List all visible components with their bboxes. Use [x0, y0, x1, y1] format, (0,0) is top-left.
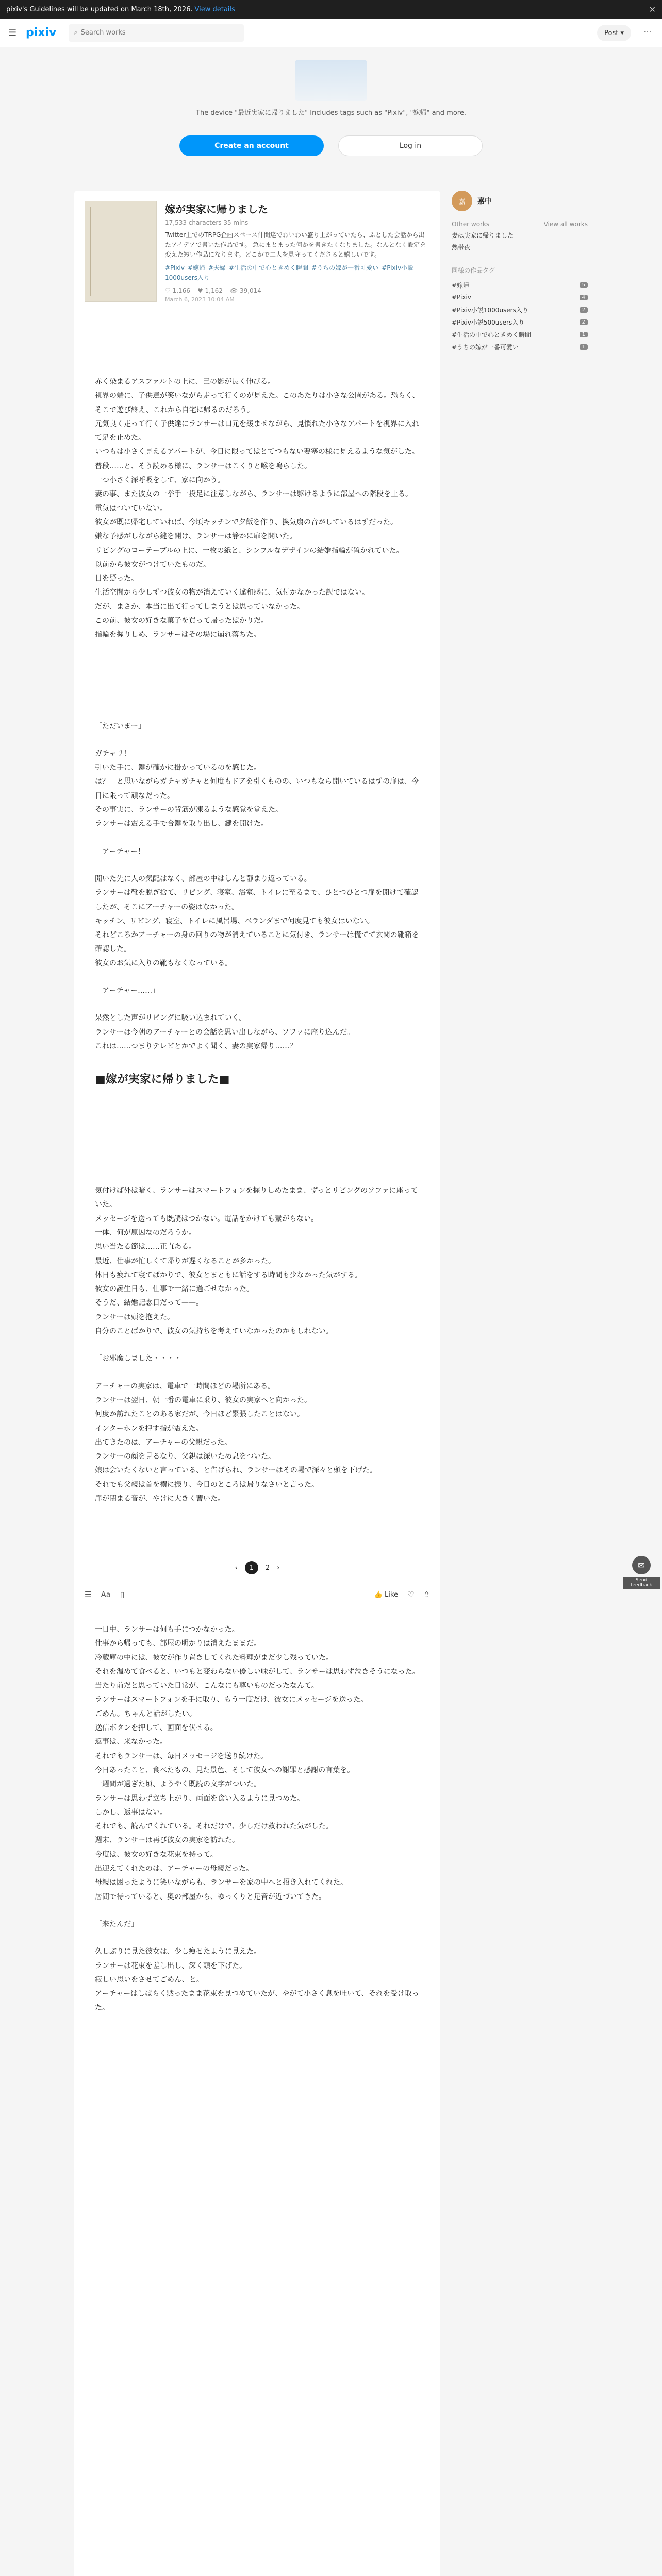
other-work-link[interactable]: 熱帯夜	[452, 244, 471, 251]
paragraph: 一日中、ランサーは何も手につかなかった。	[95, 1625, 239, 1634]
work-tags	[165, 263, 430, 283]
paragraph: アーチャーの実家は、電車で一時間ほどの場所にある。	[95, 1382, 275, 1391]
paragraph: ランサーは靴を脱ぎ捨て、リビング、寝室、浴室、トイレに至るまで、ひとつひとつ扉を開けて確認したが、そこにアーチャーの姿はなかった。	[95, 889, 419, 911]
paragraph: 冷蔵庫の中には、彼女が作り置きしてくれた料理がまだ少し残っていた。	[95, 1653, 333, 1662]
tag-name[interactable]: #うちの嫁が一番可愛い	[452, 343, 519, 351]
paragraph: 彼女のお気に入りの靴もなくなっている。	[95, 959, 232, 968]
paragraph: ランサーは思わず立ち上がり、画面を食い入るように見つめた。	[95, 1794, 304, 1803]
tag-list	[452, 279, 588, 353]
other-works-label: Other works	[452, 221, 490, 228]
bookmark-icon[interactable]: ▯	[120, 1590, 125, 1599]
paragraph: 寂しい思いをさせてごめん、と。	[95, 1975, 204, 1984]
pixiv-logo[interactable]: pixiv	[26, 26, 57, 39]
tag-link[interactable]: #夫婦	[208, 264, 226, 272]
tag-name[interactable]: #Pixiv小説1000users入り	[452, 306, 528, 314]
work-date: March 6, 2023 10:04 AM	[165, 296, 235, 303]
paragraph: インターホンを押す指が震えた。	[95, 1424, 203, 1433]
paragraph: それでもランサーは、毎日メッセージを送り続けた。	[95, 1752, 268, 1760]
paragraph: しかし、返事はない。	[95, 1808, 167, 1817]
current-page[interactable]: 1	[245, 1561, 258, 1574]
pagination	[74, 1561, 440, 1574]
dialogue-line: 「アーチャー！」	[95, 847, 153, 856]
close-icon[interactable]: ✕	[649, 4, 656, 14]
author-block[interactable]	[452, 191, 588, 211]
paragraph: 目を疑った。	[95, 574, 138, 583]
other-works-list	[452, 231, 588, 251]
tag-row[interactable]	[452, 328, 588, 341]
paragraph: 引いた手に、鍵が確かに掛かっているのを感じた。	[95, 764, 261, 772]
notice-text: pixiv's Guidelines will be updated on March 18th, 2026. View details	[6, 5, 235, 13]
paragraph: 仕事から帰っても、部屋の明かりは消えたままだ。	[95, 1639, 261, 1648]
paragraph: 今度は、彼女の好きな花束を持って。	[95, 1850, 218, 1859]
share-icon[interactable]: ⇪	[423, 1590, 430, 1599]
paragraph: 母親は困ったように笑いながらも、ランサーを家の中へと招き入れてくれた。	[95, 1878, 347, 1887]
login-button[interactable]: Log in	[338, 135, 483, 156]
work-description: Twitter上でのTRPG企画スペース仲間達でわいわい盛り上がっていたら、ふとした会話から出たアイデアで書いた作品です。 急にまとまった何かを書きたくなりました。なんとなく設定を変えた短い作品になります。どこかで二人を見守ってくださると嬉しいです。	[165, 231, 426, 259]
tag-count: 4	[580, 295, 588, 300]
post-button[interactable]: Post ▾	[597, 25, 631, 41]
tag-link[interactable]: #生活の中で心ときめく瞬間	[229, 264, 309, 272]
paragraph: 当たり前だと思っていた日常が、こんなにも尊いものだったなんて。	[95, 1682, 319, 1690]
menu-icon[interactable]: ☰	[8, 27, 17, 38]
paragraph: それでも、読んでくれている。それだけで、少しだけ救われた気がした。	[95, 1822, 333, 1831]
paragraph: 出迎えてくれたのは、アーチャーの母親だった。	[95, 1865, 254, 1873]
novel-body-continued	[74, 1623, 440, 2015]
spacer	[95, 832, 420, 845]
paragraph: 彼女の誕生日も、仕事で一緒に過ごせなかった。	[95, 1285, 254, 1294]
like-button[interactable]: 👍 Like	[374, 1590, 398, 1599]
tag-link[interactable]: #Pixiv小説1000users入り	[165, 264, 414, 281]
tag-count: 2	[580, 307, 588, 313]
prev-page-button[interactable]: ‹	[235, 1564, 238, 1572]
notice-link[interactable]: View details	[194, 5, 235, 13]
paragraph: これは……つまりテレビとかでよく聞く、妻の実家帰り……？	[95, 1042, 297, 1050]
paragraph: 視界の端に、子供達が笑いながら走って行くのが見えた。このあたりは小さな公園がある。恐らく、そこで遊び終え、これから自宅に帰るのだろう。	[95, 392, 420, 414]
tag-link[interactable]: #嫁帰	[187, 264, 205, 272]
spacer	[95, 998, 420, 1011]
text-block-2	[95, 747, 420, 832]
novel-main	[74, 191, 440, 2576]
paragraph: 指輪を握りしめ、ランサーはその場に崩れ落ちた。	[95, 631, 261, 639]
dialogue-line: 「来たんだ」	[95, 1920, 138, 1928]
paragraph: ランサーは翌日、朝一番の電車に乗り、彼女の実家へと向かった。	[95, 1396, 311, 1404]
paragraph: ランサーは今朝のアーチャーとの会話を思い出しながら、ソファに座り込んだ。	[95, 1028, 354, 1037]
paragraph: 思い当たる節は……正直ある。	[95, 1243, 196, 1251]
text-block-1	[95, 375, 420, 642]
text-block-6	[95, 1380, 420, 1506]
search-box[interactable]	[69, 24, 244, 42]
paragraph: 一週間が過ぎた頃、ようやく既読の文字がついた。	[95, 1780, 261, 1789]
promo-illustration	[295, 60, 367, 101]
tag-row[interactable]	[452, 291, 588, 303]
paragraph: ランサーの顔を見るなり、父親は深いため息をついた。	[95, 1452, 275, 1461]
paragraph: 電気はついていない。	[95, 504, 167, 513]
spacer	[95, 859, 420, 872]
views-count: 👁 39,014	[229, 286, 261, 294]
paragraph: 開いた先に人の気配はなく、部屋の中はしんと静まり返っている。	[95, 874, 311, 883]
paragraph: 居間で待っていると、奥の部屋から、ゆっくりと足音が近づいてきた。	[95, 1892, 326, 1901]
paragraph: それどころかアーチャーの身の回りの物が消えていることに気付き、ランサーは慌てて玄関の靴箱を確認した。	[95, 931, 419, 954]
paragraph: 今日あったこと、食べたもの、見た景色、そして彼女への謝罪と感謝の言葉を。	[95, 1766, 355, 1774]
notice-banner	[0, 0, 662, 19]
paragraph: 以前から彼女がつけていたものだ。	[95, 560, 210, 569]
likes-count: ♡ 1,166	[165, 286, 190, 294]
paragraph: 妻の事、また彼女の一挙手一投足に注意しながら、ランサーは駆けるように部屋への階段を上る。	[95, 490, 412, 499]
tag-name[interactable]: #Pixiv	[452, 294, 471, 301]
paragraph: は？ と思いながらガチャガチャと何度もドアを引くものの、いつもなら開いているはずの扉は、今日に限って頑なだった。	[95, 777, 419, 800]
tag-row[interactable]	[452, 303, 588, 316]
spacer	[95, 1366, 420, 1380]
paragraph: 最近、仕事が忙しくて帰りが遅くなることが多かった。	[95, 1257, 275, 1265]
reader-toolbar	[74, 1582, 440, 1607]
spacer	[95, 1931, 420, 1945]
next-page-button[interactable]: ›	[277, 1564, 280, 1572]
other-works-header	[452, 221, 588, 228]
paragraph: メッセージを送っても既読はつかない。電話をかけても繋がらない。	[95, 1214, 319, 1223]
paragraph: 久しぶりに見た彼女は、少し痩せたように見えた。	[95, 1947, 261, 1956]
site-header	[0, 19, 662, 47]
signup-promo	[0, 47, 662, 181]
spacer	[95, 971, 420, 984]
paragraph: 扉が閉まる音が、やけに大きく響いた。	[95, 1495, 225, 1503]
paragraph: それでも父親は首を横に振り、今日のところは帰りなさいと言った。	[95, 1480, 319, 1489]
tag-row[interactable]	[452, 341, 588, 353]
paragraph: ランサーは頭を抱えた。	[95, 1313, 174, 1321]
text-block-8	[95, 1945, 420, 2015]
paragraph: 一つ小さく深呼吸をして、家に向かう。	[95, 476, 225, 485]
spacer	[95, 1107, 420, 1184]
dialogue-line: 「お邪魔しました・・・・」	[95, 1354, 189, 1363]
work-header	[74, 191, 440, 313]
feedback-widget[interactable]	[623, 1556, 660, 1589]
search-icon: ⌕	[74, 29, 78, 37]
sidebar	[452, 191, 588, 353]
spacer	[95, 642, 420, 720]
dialogue-line: 「ただいまー」	[95, 722, 145, 731]
paragraph: 嫌な予感がしながら鍵を開け、ランサーは静かに扉を開いた。	[95, 532, 297, 541]
paragraph: ガチャリ！	[95, 749, 131, 758]
novel-cover[interactable]	[85, 201, 157, 302]
paragraph: 赤く染まるアスファルトの上に、己の影が長く伸びる。	[95, 377, 275, 386]
more-icon[interactable]: ⋯	[643, 27, 652, 37]
bookmarks-count: ♥ 1,162	[197, 286, 223, 294]
paragraph: 元気良く走って行く子供達にランサーは口元を緩ませながら、見慣れた小さなアパートを視界に入れて足を止めた。	[95, 419, 419, 443]
text-block-4	[95, 1011, 420, 1054]
paragraph: そうだ、結婚記念日だって——。	[95, 1299, 203, 1308]
tag-row[interactable]	[452, 316, 588, 328]
paragraph: それを温めて食べると、いつもと変わらない優しい味がして、ランサーは思わず泣きそうになった。	[95, 1667, 420, 1676]
work-title: 嫁が実家に帰りました	[165, 203, 268, 215]
tag-link[interactable]: #うちの嫁が一番可愛い	[311, 264, 379, 272]
paragraph: だが、まさか、本当に出て行ってしまうとは思っていなかった。	[95, 602, 304, 611]
promo-buttons	[0, 135, 662, 156]
dialogue-line: 「アーチャー……」	[95, 987, 160, 995]
list-icon[interactable]: ☰	[85, 1590, 92, 1599]
tag-name[interactable]: #嫁帰	[452, 281, 470, 289]
paragraph: いつもは小さく見えるアパートが、今日に限ってはとてつもない要塞の様に見えるような気がした。	[95, 448, 419, 456]
tag-row[interactable]	[452, 279, 588, 291]
paragraph: 週末、ランサーは再び彼女の実家を訪れた。	[95, 1836, 239, 1845]
tag-name[interactable]: #生活の中で心ときめく瞬間	[452, 331, 532, 338]
paragraph: 娘は会いたくないと言っている、と告げられ、ランサーはその場で深々と頭を下げた。	[95, 1466, 377, 1475]
tag-name[interactable]: #Pixiv小説500users入り	[452, 318, 525, 326]
tag-list-title: 同様の作品タグ	[452, 267, 495, 274]
paragraph: 自分のことばかりで、彼女の気持ちを考えていなかったのかもしれない。	[95, 1327, 333, 1336]
search-input[interactable]	[81, 29, 239, 37]
text-block-5	[95, 1184, 420, 1338]
other-work-link[interactable]: 妻は実家に帰りました	[452, 232, 514, 239]
text-block-3	[95, 872, 420, 971]
promo-text: The device "最近実家に帰りました" Includes tags such as "Pixiv", "嫁帰" and more.	[196, 109, 466, 117]
paragraph: ランサーは震える手で合鍵を取り出し、鍵を開けた。	[95, 820, 268, 828]
feedback-icon[interactable]: ✉	[632, 1556, 651, 1574]
spacer	[95, 734, 420, 747]
paragraph: 気付けば外は暗く、ランサーはスマートフォンを握りしめたまま、ずっとリビングのソファに座っていた。	[95, 1187, 418, 1209]
paragraph: 普段……と、そう読める様に、ランサーはこくりと喉を鳴らした。	[95, 462, 311, 470]
font-setting-button[interactable]: Aa	[101, 1590, 111, 1599]
avatar[interactable]: 嘉	[452, 191, 472, 211]
paragraph: 一体、何が原因なのだろうか。	[95, 1229, 196, 1237]
create-account-button[interactable]: Create an account	[179, 135, 324, 156]
paragraph: 彼女が既に帰宅していれば、今頃キッチンで夕飯を作り、換気扇の音がしているはずだった。	[95, 518, 398, 527]
paragraph: ランサーは花束を差し出し、深く頭を下げた。	[95, 1961, 246, 1970]
paragraph: 呆然とした声がリビングに吸い込まれていく。	[95, 1014, 246, 1023]
author-name[interactable]: 嘉中	[477, 197, 492, 206]
page-2-button[interactable]: 2	[265, 1564, 270, 1572]
paragraph: 返事は、来なかった。	[95, 1738, 167, 1747]
paragraph: 送信ボタンを押して、画面を伏せる。	[95, 1724, 218, 1733]
paragraph: ごめん。ちゃんと話がしたい。	[95, 1709, 196, 1718]
work-stats	[165, 287, 430, 294]
feedback-label: Send feedback	[623, 1577, 660, 1589]
view-all-link[interactable]: View all works	[543, 221, 588, 228]
tag-link[interactable]: #Pixiv	[165, 264, 185, 272]
paragraph: 出てきたのは、アーチャーの父親だった。	[95, 1438, 232, 1447]
paragraph: 休日も疲れて寝てばかりで、彼女とまともに話をする時間も少なかった気がする。	[95, 1270, 362, 1279]
text-block-7	[95, 1623, 420, 1904]
paragraph: 生活空間から少しずつ彼女の物が消えていく違和感に、気付かなかった訳ではない。	[95, 588, 369, 597]
paragraph: その事実に、ランサーの背筋が凍るような感覚を覚えた。	[95, 806, 283, 815]
section-heading: ■嫁が実家に帰りました■	[95, 1073, 230, 1087]
paragraph: アーチャーはしばらく黙ったまま花束を見つめていたが、やがて小さく息を吐いて、それを受け取った。	[95, 1990, 419, 2012]
tag-count: 1	[580, 332, 588, 337]
novel-body	[74, 375, 440, 1506]
tag-count: 5	[580, 282, 588, 288]
paragraph: キッチン、リビング、寝室、トイレに風呂場、ベランダまで何度見ても彼女はいない。	[95, 917, 374, 925]
spacer	[95, 1904, 420, 1918]
work-info	[165, 201, 430, 303]
work-meta: 17,533 characters 35 mins	[165, 219, 249, 226]
heart-icon[interactable]: ♡	[407, 1590, 415, 1599]
paragraph: この前、彼女の好きな菓子を買って帰ったばかりだ。	[95, 616, 268, 625]
tag-count: 1	[580, 344, 588, 350]
paragraph: リビングのローテーブルの上に、一枚の紙と、シンプルなデザインの結婚指輪が置かれていた。	[95, 546, 404, 555]
tag-count: 2	[580, 319, 588, 325]
paragraph: ランサーはスマートフォンを手に取り、もう一度だけ、彼女にメッセージを送った。	[95, 1696, 368, 1704]
spacer	[95, 1338, 420, 1352]
paragraph: 何度か訪れたことのある家だが、今日ほど緊張したことはない。	[95, 1410, 304, 1419]
